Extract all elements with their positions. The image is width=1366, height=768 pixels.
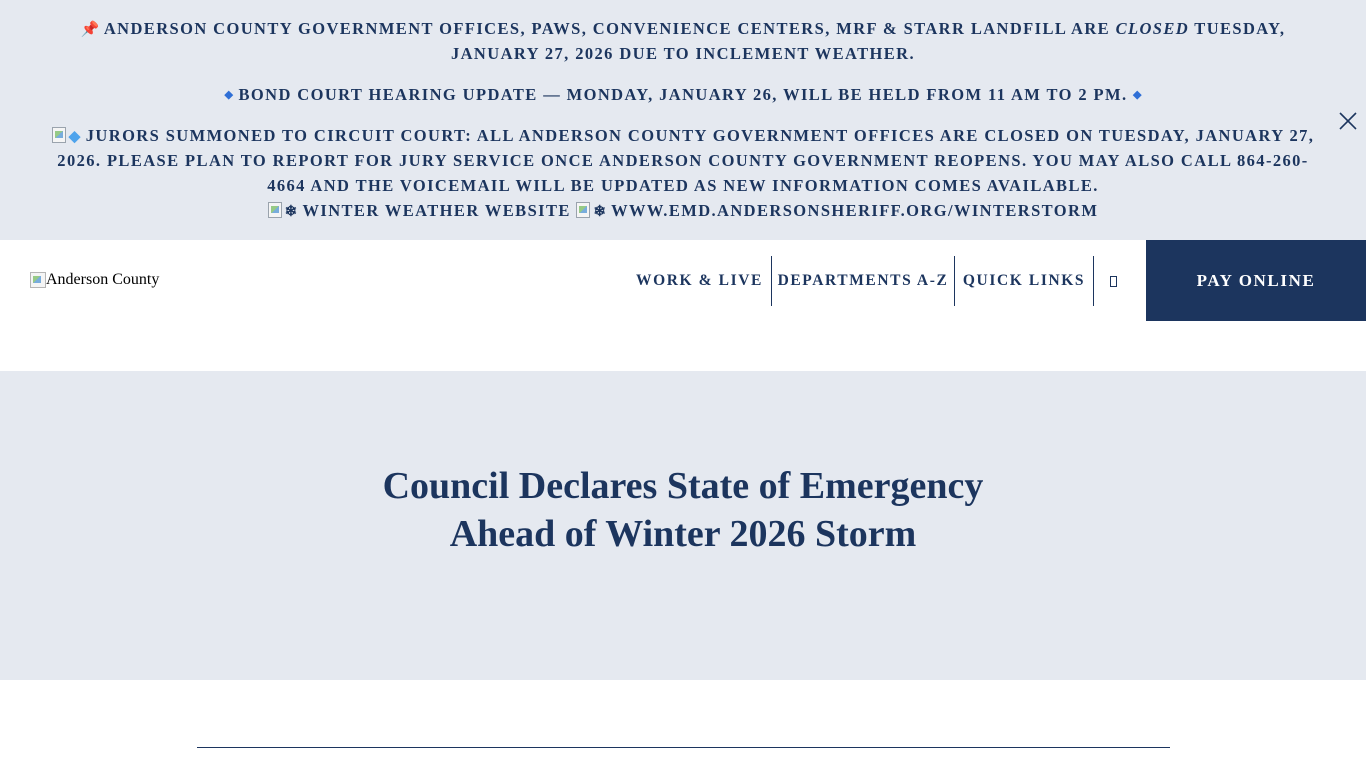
main-nav bbox=[628, 256, 1132, 306]
logo-alt-text: Anderson County bbox=[46, 271, 160, 288]
site-logo-link[interactable] bbox=[30, 268, 159, 292]
small-blue-diamond-icon: ◆ bbox=[224, 89, 233, 101]
pay-online-button[interactable]: PAY ONLINE bbox=[1146, 240, 1366, 321]
nav-item-work-live[interactable]: WORK & LIVE bbox=[636, 272, 763, 289]
alert-closure-line-2: JANUARY 27, 2026 DUE TO INCLEMENT WEATHER. bbox=[450, 44, 916, 63]
snowflake-icon: ❄ bbox=[593, 204, 606, 220]
page-title-line-1: Council Declares State of Emergency bbox=[382, 465, 984, 507]
alert-jurors-line-2: 2026. PLEASE PLAN TO REPORT FOR JURY SERVICE ONCE ANDERSON COUNTY GOVERNMENT REOPENS. YOU MAY ALSO CALL 864-260- bbox=[57, 151, 1309, 170]
alert-closure-text-post: TUESDAY, bbox=[1189, 19, 1286, 38]
search-icon bbox=[1110, 276, 1117, 287]
small-blue-diamond-icon: ◆ bbox=[1133, 89, 1142, 101]
nav-item-departments[interactable]: DEPARTMENTS A-Z bbox=[777, 272, 949, 289]
alert-jurors-line-1 bbox=[40, 123, 1326, 150]
alert-closure-emphasis: CLOSED bbox=[1115, 19, 1190, 38]
winter-weather-website-link[interactable]: WINTER WEATHER WEBSITE bbox=[302, 201, 571, 220]
page-title bbox=[283, 462, 1083, 558]
winterstorm-url-link[interactable]: WWW.EMD.ANDERSONSHERIFF.ORG/WINTERSTORM bbox=[611, 201, 1099, 220]
page-title-line-2: Ahead of Winter 2026 Storm bbox=[449, 513, 917, 555]
snowflake-icon: ❄ bbox=[284, 204, 298, 220]
large-blue-diamond-icon: ◆ bbox=[68, 129, 81, 145]
broken-image-icon bbox=[52, 127, 66, 143]
search-button[interactable] bbox=[1094, 256, 1132, 306]
close-alert-button[interactable] bbox=[1338, 111, 1358, 131]
alert-jurors-line-3: 4664 AND THE VOICEMAIL WILL BE UPDATED AS NEW INFORMATION COMES AVAILABLE. bbox=[267, 176, 1099, 195]
alert-bond-court-text: BOND COURT HEARING UPDATE — MONDAY, JANUARY 26, WILL BE HELD FROM 11 AM TO 2 PM. bbox=[238, 85, 1128, 104]
content-divider bbox=[197, 747, 1170, 748]
nav-item-quick-links[interactable]: QUICK LINKS bbox=[962, 272, 1086, 289]
broken-image-icon bbox=[268, 202, 282, 218]
alert-links-line bbox=[40, 198, 1326, 225]
logo-image bbox=[30, 272, 46, 288]
pushpin-icon: 📌 bbox=[80, 22, 100, 38]
broken-image-icon bbox=[576, 202, 590, 218]
alert-closure-line-1 bbox=[40, 16, 1326, 43]
alert-closure-text-pre: ANDERSON COUNTY GOVERNMENT OFFICES, PAWS, CONVENIENCE CENTERS, MRF & STARR LANDFILL ARE bbox=[103, 19, 1116, 38]
alert-bond-court-line bbox=[40, 82, 1326, 108]
close-icon bbox=[1338, 111, 1358, 131]
alert-jurors-text-1: JURORS SUMMONED TO CIRCUIT COURT: ALL ANDERSON COUNTY GOVERNMENT OFFICES ARE CLOSED ON TUESDAY, JANUARY 27, bbox=[85, 126, 1315, 145]
